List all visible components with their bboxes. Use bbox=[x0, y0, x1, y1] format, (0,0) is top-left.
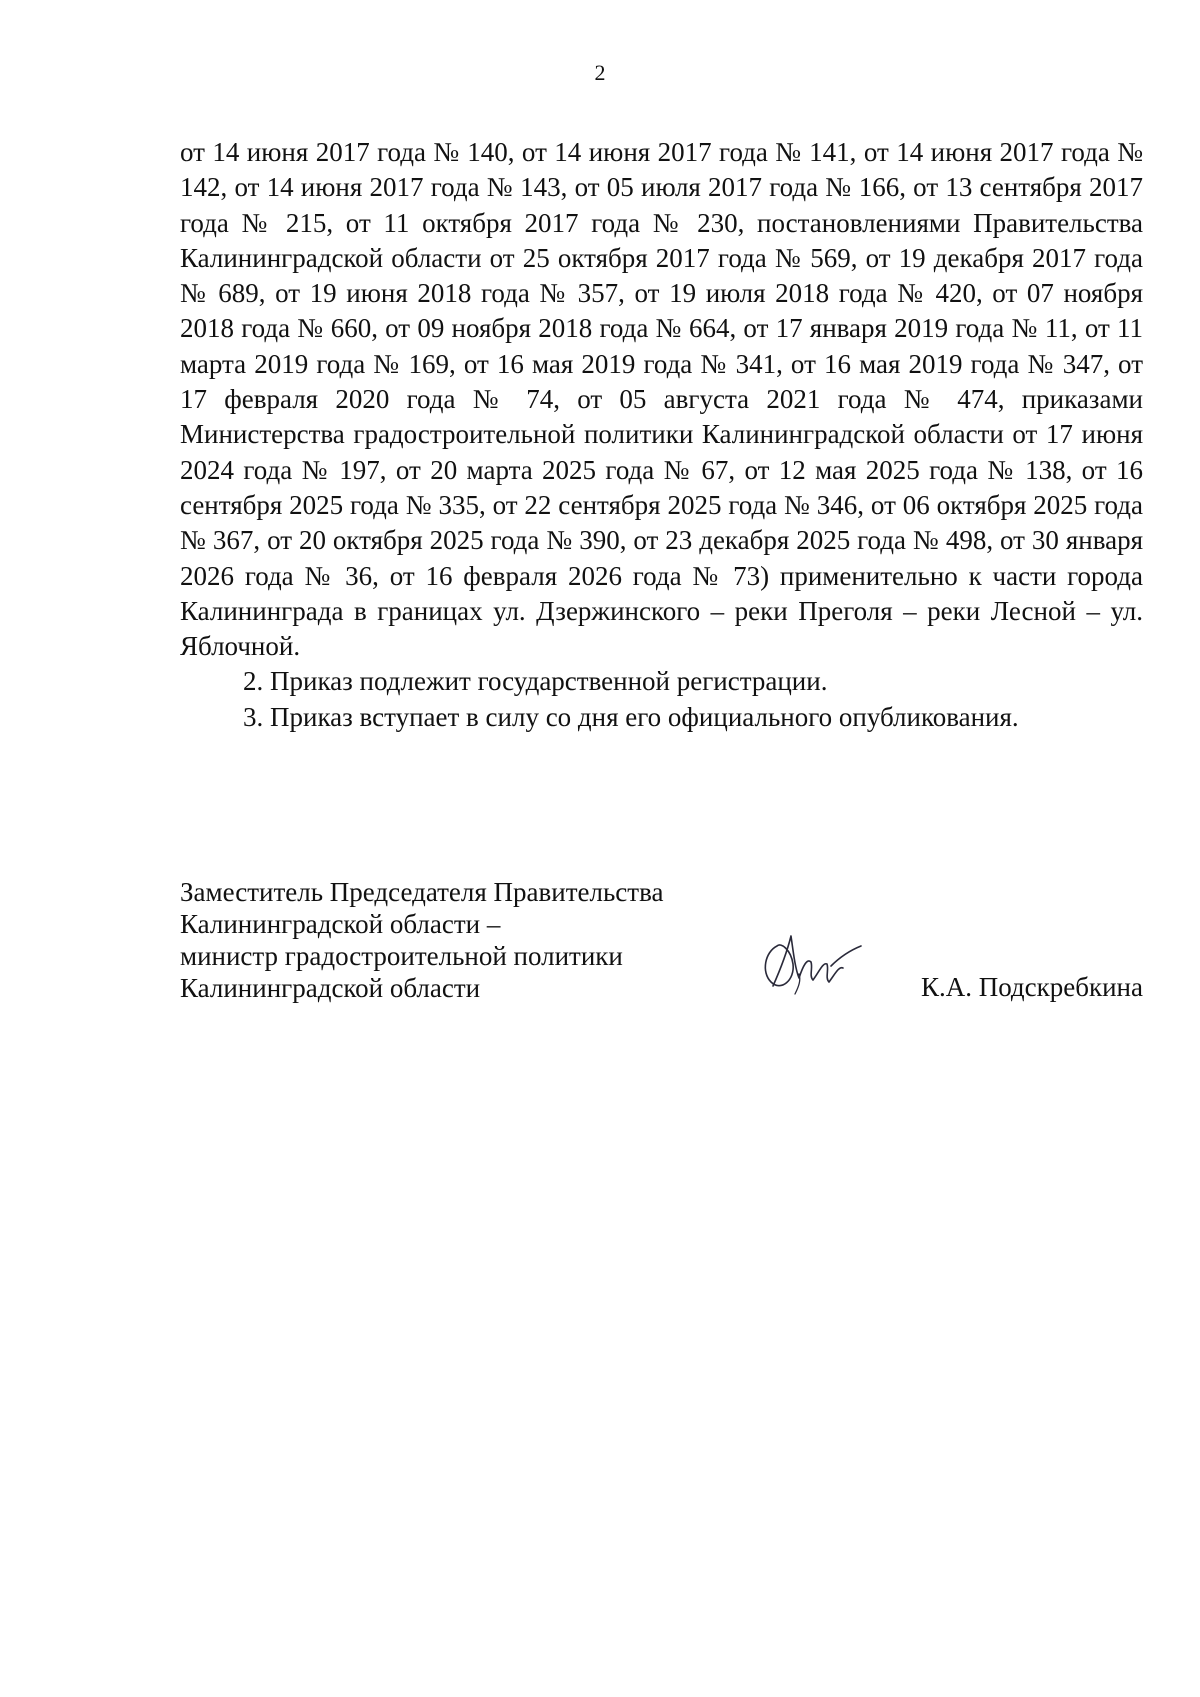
signatory-name: К.А. Подскребкина bbox=[920, 972, 1143, 1002]
page-number: 2 bbox=[594, 60, 606, 85]
paragraph-entry-into-force: 3. Приказ вступает в силу со дня его официального опубликования. bbox=[243, 701, 1019, 732]
handwritten-signature-icon bbox=[755, 928, 865, 1000]
position-line: Калининградской области – bbox=[180, 909, 501, 939]
document-body bbox=[180, 135, 1143, 735]
paragraph-amendments: от 14 июня 2017 года № 140, от 14 июня 2017 года № 141, от 14 июня 2017 года № 142, от 14 июня 2017 года № 143, от 05 июля 2017 года № 166, от 13 сентября 2017 года № 215, от 11 октября 2017 года № 230, постановлениями Правительства Калининградской области от 25 октября 2017 года № 569, от 19 декабря 2017 года № 689, от 19 июня 2018 года № 357, от 19 июля 2018 года № 420, от 07 ноября 2018 года № 660, от 09 ноября 2018 года № 664, от 17 января 2019 года № 11, от 11 марта 2019 года № 169, от 16 мая 2019 года № 341, от 16 мая 2019 года № 347, от 17 февраля 2020 года № 74, от 05 августа 2021 года № 474, приказами Министерства градостроительной политики Калининградской области от 17 июня 2024 года № 197, от 20 марта 2025 года № 67, от 12 мая 2025 года № 138, от 16 сентября 2025 года № 335, от 22 сентября 2025 года № 346, от 06 октября 2025 года № 367, от 20 октября 2025 года № 390, от 23 декабря 2025 года № 498, от 30 января 2026 года № 36, от 16 февраля 2026 года № 73) применительно к части города Калининграда в границах ул. Дзержинского – реки Преголя – реки Лесной – ул. Яблочной. bbox=[180, 137, 1143, 662]
signature-block bbox=[180, 876, 1143, 1016]
signatory-position bbox=[180, 876, 663, 1004]
position-line: Заместитель Председателя Правительства bbox=[180, 877, 664, 907]
position-line: министр градостроительной политики bbox=[180, 941, 623, 971]
paragraph-registration: 2. Приказ подлежит государственной регистрации. bbox=[243, 666, 828, 697]
position-line: Калининградской области bbox=[180, 973, 481, 1003]
